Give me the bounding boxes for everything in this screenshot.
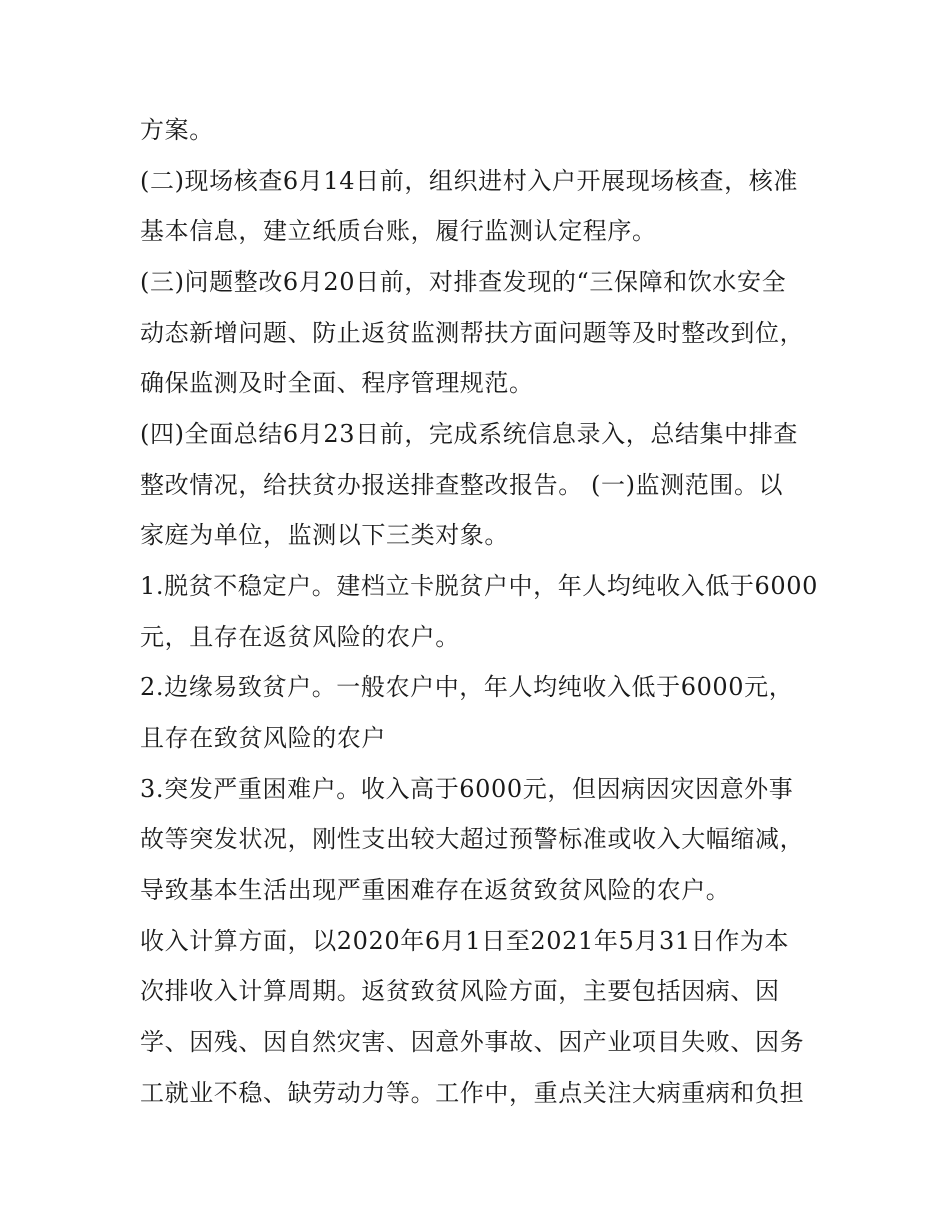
text-line: 元，且存在返贫风险的农户。	[140, 623, 460, 651]
text-line: 学、因残、因自然灾害、因意外事故、因产业项目失败、因务	[140, 1028, 805, 1056]
text-line: (二)现场核查6月14日前，组织进村入户开展现场核查，核准	[140, 167, 798, 195]
text-line: 整改情况，给扶贫办报送排查整改报告。 (一)监测范围。以	[140, 471, 784, 499]
text-line: 方案。	[140, 116, 214, 144]
text-line: 且存在致贫风险的农户	[140, 724, 386, 752]
text-line: 2.边缘易致贫户。一般农户中，年人均纯收入低于6000元，	[140, 673, 794, 701]
text-line: 家庭为单位，监测以下三类对象。	[140, 521, 509, 549]
text-line: 3.突发严重困难户。收入高于6000元，但因病因灾因意外事	[140, 775, 794, 803]
text-line: (四)全面总结6月23日前，完成系统信息录入，总结集中排查	[140, 420, 798, 448]
text-line: 工就业不稳、缺劳动力等。工作中，重点关注大病重病和负担	[140, 1079, 805, 1107]
text-line: 1.脱贫不稳定户。建档立卡脱贫户中，年人均纯收入低于6000	[140, 572, 818, 600]
text-line: 导致基本生活出现严重困难存在返贫致贫风险的农户。	[140, 876, 731, 904]
text-line: (三)问题整改6月20日前，对排查发现的“三保障和饮水安全	[140, 268, 787, 296]
text-line: 收入计算方面，以2020年6月1日至2021年5月31日作为本	[140, 927, 790, 955]
text-line: 动态新增问题、防止返贫监测帮扶方面问题等及时整改到位，	[140, 319, 805, 347]
text-line: 次排收入计算周期。返贫致贫风险方面，主要包括因病、因	[140, 977, 780, 1005]
text-line: 确保监测及时全面、程序管理规范。	[140, 369, 534, 397]
text-line: 故等突发状况，刚性支出较大超过预警标准或收入大幅缩减，	[140, 825, 805, 853]
text-line: 基本信息，建立纸质台账，履行监测认定程序。	[140, 217, 657, 245]
